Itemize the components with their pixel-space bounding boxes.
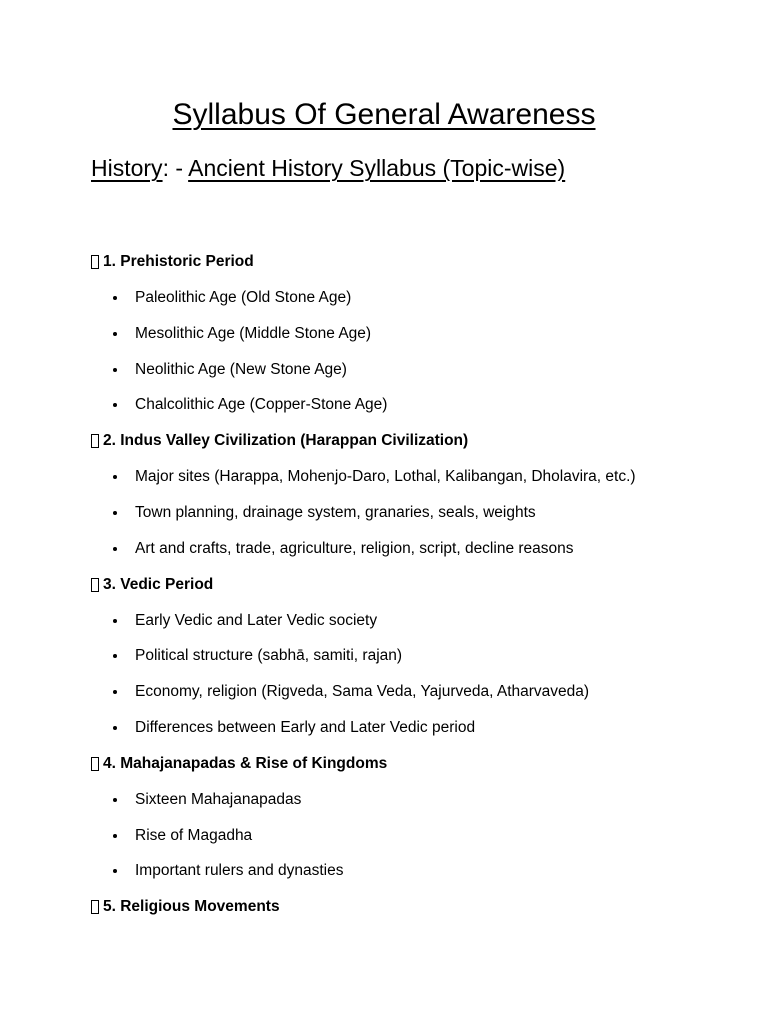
bullet-icon <box>113 403 117 407</box>
list-item-text: Town planning, drainage system, granaries, seals, weights <box>135 503 536 521</box>
list-item-text: Sixteen Mahajanapadas <box>135 790 302 808</box>
section-heading-text: 3. Vedic Period <box>103 575 214 593</box>
subject-label: History <box>91 155 163 181</box>
missing-glyph-icon <box>91 757 99 771</box>
bullet-list <box>91 286 751 417</box>
list-item-text: Political structure (sabhā, samiti, rajan) <box>135 647 403 665</box>
section-heading <box>91 250 751 274</box>
section-heading-text: 1. Prehistoric Period <box>103 253 254 270</box>
section-heading <box>91 895 751 919</box>
list-item-text: Mesolithic Age (Middle Stone Age) <box>135 324 372 342</box>
list-item <box>91 501 751 525</box>
bullet-icon <box>113 834 117 838</box>
bullet-icon <box>113 511 117 515</box>
list-item-text: Rise of Magadha <box>135 826 253 844</box>
list-item-text: Neolithic Age (New Stone Age) <box>135 360 347 378</box>
section-heading-text: 2. Indus Valley Civilization (Harappan Civilization) <box>103 432 469 450</box>
list-item <box>91 859 751 883</box>
list-item <box>91 680 751 704</box>
list-item <box>91 465 751 489</box>
section-heading-text: 4. Mahajanapadas & Rise of Kingdoms <box>103 754 388 772</box>
bullet-icon <box>113 798 117 802</box>
list-item <box>91 322 751 346</box>
syllabus-section <box>91 250 751 417</box>
list-item-text: Major sites (Harappa, Mohenjo-Daro, Lothal, Kalibangan, Dholavira, etc.) <box>135 468 636 486</box>
list-item-text: Early Vedic and Later Vedic society <box>135 611 378 629</box>
list-item <box>91 358 751 382</box>
bullet-list <box>91 788 751 884</box>
list-item-text: Differences between Early and Later Vedic period <box>135 718 476 736</box>
bullet-icon <box>113 368 117 372</box>
bullet-icon <box>113 619 117 623</box>
list-item <box>91 286 751 310</box>
bullet-icon <box>113 690 117 694</box>
bullet-list <box>91 465 751 561</box>
list-item-text: Economy, religion (Rigveda, Sama Veda, Yajurveda, Atharvaveda) <box>135 683 590 701</box>
section-heading-text: 5. Religious Movements <box>103 898 280 916</box>
document-title-text: Syllabus Of General Awareness <box>172 98 596 131</box>
syllabus-section <box>91 573 751 740</box>
subject-separator: : - <box>162 155 189 181</box>
list-item <box>91 393 751 417</box>
bullet-icon <box>113 726 117 730</box>
list-item <box>91 537 751 561</box>
missing-glyph-icon <box>91 434 99 448</box>
missing-glyph-icon <box>91 900 99 914</box>
section-heading <box>91 752 751 776</box>
list-item <box>91 788 751 812</box>
bullet-icon <box>113 296 117 300</box>
list-item <box>91 716 751 740</box>
list-item <box>91 824 751 848</box>
list-item-text: Art and crafts, trade, agriculture, religion, script, decline reasons <box>135 539 574 557</box>
missing-glyph-icon <box>91 255 99 269</box>
bullet-icon <box>113 475 117 479</box>
subject-subtitle: Ancient History Syllabus (Topic-wise) <box>188 155 566 181</box>
list-item <box>91 644 751 668</box>
list-item-text: Important rulers and dynasties <box>135 862 344 880</box>
syllabus-section <box>91 752 751 884</box>
bullet-icon <box>113 869 117 873</box>
bullet-icon <box>113 332 117 336</box>
section-heading <box>91 573 751 597</box>
section-heading <box>91 429 751 453</box>
bullet-icon <box>113 547 117 551</box>
subject-heading <box>91 152 565 184</box>
list-item-text: Chalcolithic Age (Copper-Stone Age) <box>135 396 388 414</box>
missing-glyph-icon <box>91 578 99 592</box>
bullet-list <box>91 609 751 740</box>
list-item-text: Paleolithic Age (Old Stone Age) <box>135 289 352 306</box>
document-title <box>0 96 768 134</box>
list-item <box>91 609 751 633</box>
syllabus-section <box>91 429 751 561</box>
syllabus-sections <box>91 250 751 931</box>
syllabus-section <box>91 895 751 919</box>
bullet-icon <box>113 654 117 658</box>
